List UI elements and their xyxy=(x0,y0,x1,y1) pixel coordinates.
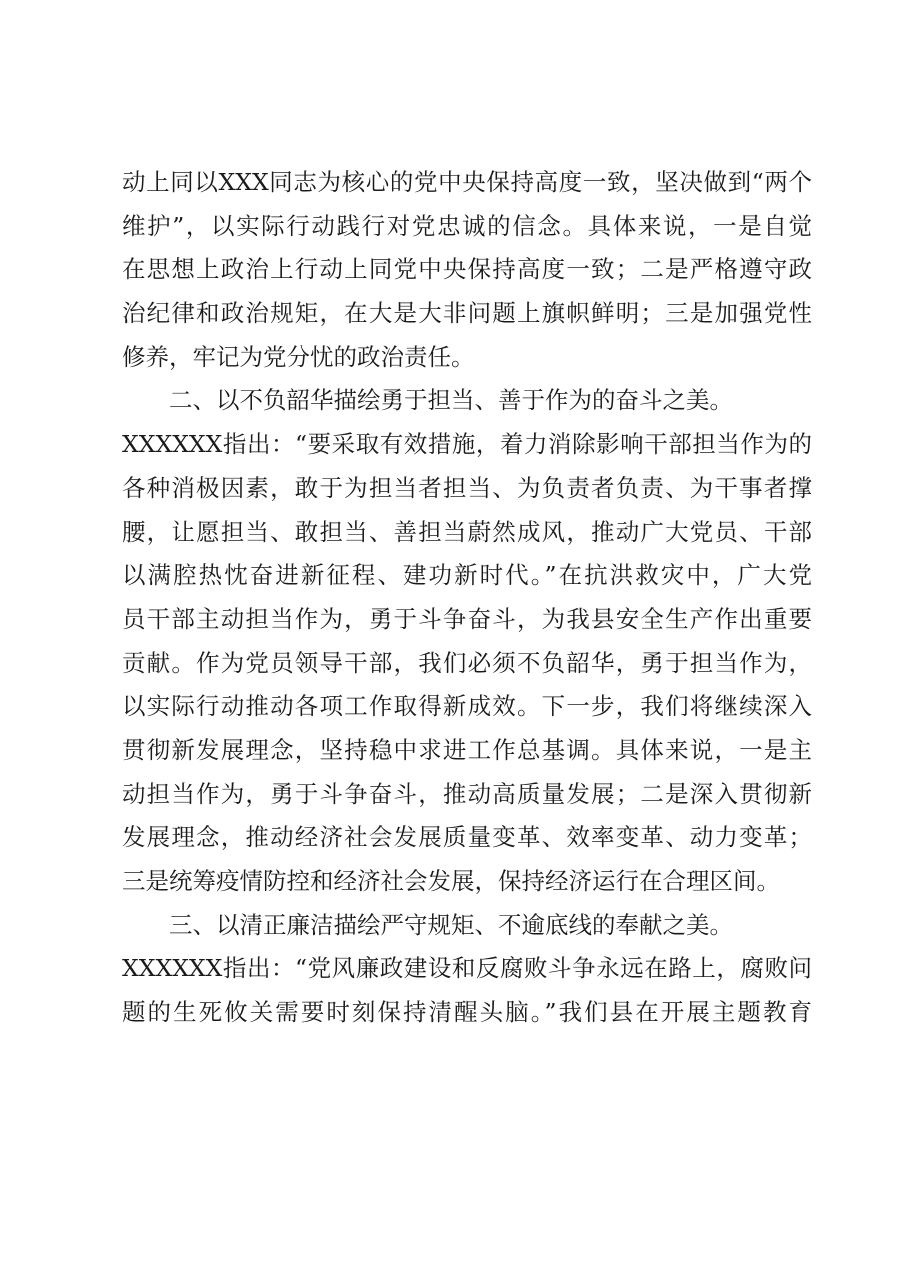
text-line: 腰，让愿担当、敢担当、善担当蔚然成风，推动广大党员、干部 xyxy=(122,517,812,546)
text-line: 贡献。作为党员领导干部，我们必须不负韶华，勇于担当作为， xyxy=(122,648,812,677)
text-line: 以满腔热忱奋进新征程、建功新时代。”在抗洪救灾中，广大党 xyxy=(122,561,812,590)
section-heading-2: 二、以不负韶华描绘勇于担当、善于作为的奋斗之美。 xyxy=(169,386,733,415)
text-line: 修养，牢记为党分忧的政治责任。 xyxy=(122,342,475,371)
text-line: 维护”，以实际行动践行对党忠诚的信念。具体来说，一是自觉 xyxy=(122,211,812,240)
text-line: 各种消极因素，敢于为担当者担当、为负责者负责、为干事者撑 xyxy=(122,473,812,502)
paragraph-1 xyxy=(122,161,812,379)
text-line: 员干部主动担当作为，勇于斗争奋斗，为我县安全生产作出重要 xyxy=(122,604,812,633)
text-line: 动上同以XXX同志为核心的党中央保持高度一致，坚决做到“两个 xyxy=(122,168,812,196)
text-line: 在思想上政治上行动上同党中央保持高度一致；二是严格遵守政 xyxy=(122,255,812,284)
text-line: XXXXXX指出：“要采取有效措施，着力消除影响干部担当作为的 xyxy=(122,430,812,459)
text-line: 题的生死攸关需要时刻保持清醒头脑。”我们县在开展主题教育 xyxy=(122,998,812,1027)
text-line: 三是统筹疫情防控和经济社会发展，保持经济运行在合理区间。 xyxy=(122,867,780,895)
paragraph-3 xyxy=(122,904,812,1035)
text-line: 贯彻新发展理念，坚持稳中求进工作总基调。具体来说，一是主 xyxy=(122,735,812,764)
document-body xyxy=(122,161,812,1035)
text-line: 以实际行动推动各项工作取得新成效。下一步，我们将继续深入 xyxy=(122,692,812,721)
section-heading-3: 三、以清正廉洁描绘严守规矩、不逾底线的奉献之美。 xyxy=(169,910,733,939)
text-line: 发展理念，推动经济社会发展质量变革、效率变革、动力变革； xyxy=(122,823,812,852)
text-line: 动担当作为，勇于斗争奋斗，推动高质量发展；二是深入贯彻新 xyxy=(122,779,812,808)
text-line: XXXXXX指出：“党风廉政建设和反腐败斗争永远在路上，腐败问 xyxy=(122,954,812,983)
paragraph-2 xyxy=(122,379,812,903)
text-line: 治纪律和政治规矩，在大是大非问题上旗帜鲜明；三是加强党性 xyxy=(122,299,812,328)
